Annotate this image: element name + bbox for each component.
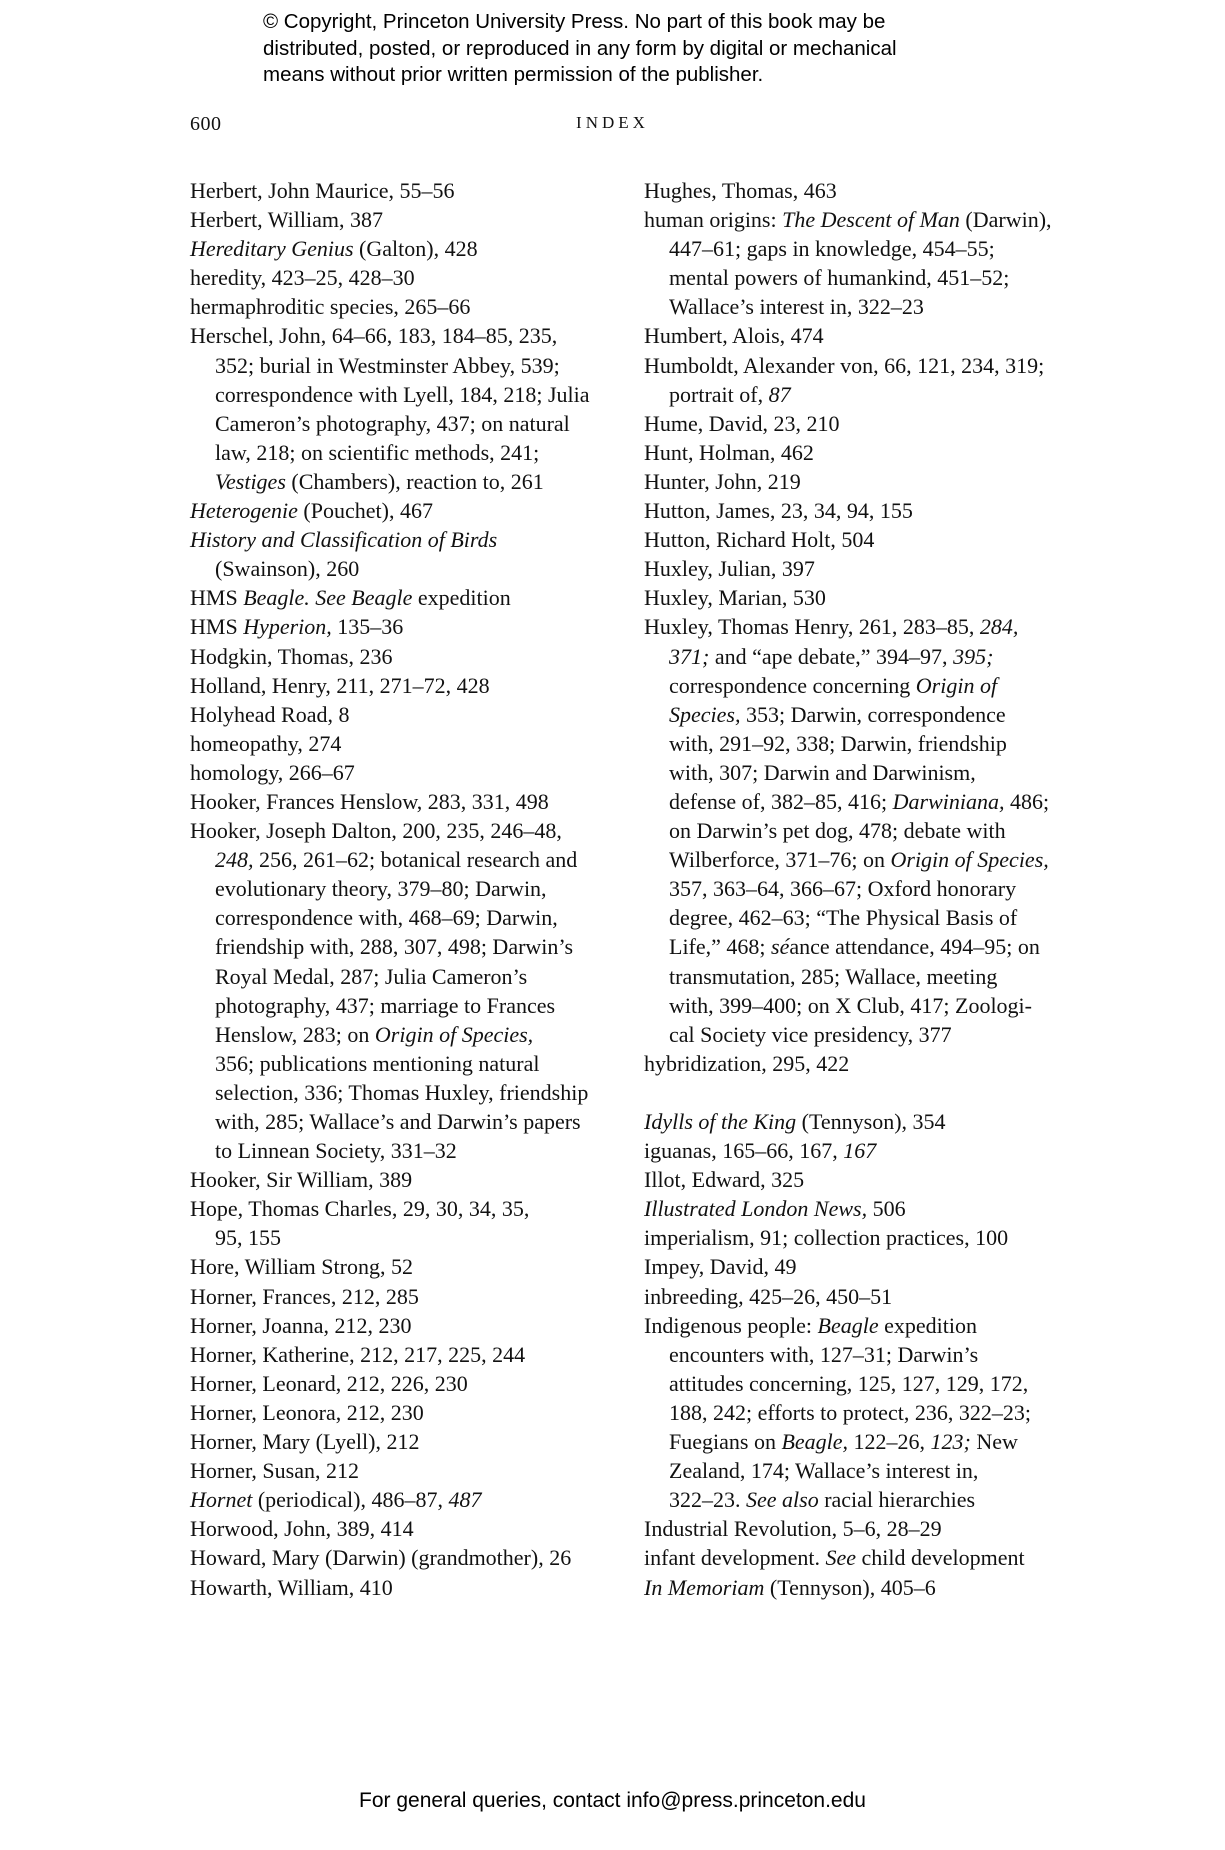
index-entry (644, 1543, 1064, 1572)
entry-text: Herbert, John Maurice, 55–56 (190, 178, 455, 203)
entry-text: Hunt, Holman, 462 (644, 439, 814, 465)
entry-text: Horner, Mary (Lyell), 212 (190, 1429, 420, 1455)
entry-text: degree, 462–63; “The Physical Basis of (669, 905, 1018, 931)
entry-text: expedition (412, 585, 511, 611)
index-entry (190, 729, 610, 758)
italic-text: See also (746, 1487, 819, 1513)
entry-text: to Linnean Society, 331–32 (215, 1138, 457, 1164)
index-entry (190, 321, 610, 496)
entry-text: inbreeding, 425–26, 450–51 (644, 1283, 893, 1309)
entry-text: Horwood, John, 389, 414 (190, 1516, 414, 1542)
entry-text: correspondence with Lyell, 184, 218; Julia (215, 381, 590, 407)
italic-text: 371; (669, 643, 710, 669)
entry-text: iguanas, 165–66, 167, (644, 1138, 844, 1164)
entry-text: child development (855, 1545, 1025, 1571)
copyright-line: © Copyright, Princeton University Press. No part of this book may be (263, 10, 886, 33)
index-entry (190, 583, 610, 612)
entry-text: (Tennyson), 405–6 (764, 1574, 936, 1600)
index-entry (190, 496, 610, 525)
italic-text: Origin of (915, 672, 998, 698)
copyright-notice (263, 9, 1023, 89)
italic-text: Origin of Species, (890, 847, 1049, 873)
entry-text: imperialism, 91; collection practices, 100 (644, 1225, 1009, 1251)
running-head: INDEX (576, 113, 649, 132)
entry-text: Horner, Joanna, 212, 230 (190, 1312, 412, 1338)
index-entry (190, 1369, 610, 1398)
entry-text: Horner, Frances, 212, 285 (190, 1283, 419, 1309)
index-entry (190, 758, 610, 787)
entry-text: with, 399–400; on X Club, 417; Zoologi- (669, 992, 1032, 1018)
italic-text: Hyperion, (243, 614, 332, 640)
entry-text: evolutionary theory, 379–80; Darwin, (215, 876, 547, 902)
index-entry (190, 525, 610, 583)
entry-text: hermaphroditic species, 265–66 (190, 294, 471, 320)
index-entry (190, 1340, 610, 1369)
entry-text: attitudes concerning, 125, 127, 129, 172, (669, 1370, 1029, 1396)
index-column-left (190, 176, 610, 1602)
index-entry (644, 612, 1064, 1048)
index-entry (644, 321, 1064, 350)
entry-text: Hutton, Richard Holt, 504 (644, 527, 875, 553)
entry-text: friendship with, 288, 307, 498; Darwin’s (215, 934, 574, 960)
copyright-line: means without prior written permission of the publisher. (263, 63, 764, 86)
entry-text: Hooker, Sir William, 389 (190, 1167, 413, 1193)
italic-text: 167 (843, 1138, 877, 1164)
italic-text: s (771, 934, 780, 960)
entry-text: Howard, Mary (Darwin) (grandmother), 26 (190, 1545, 572, 1571)
index-entry (644, 1252, 1064, 1281)
index-entry (644, 1107, 1064, 1136)
italic-text: The Descent of Man (782, 207, 960, 233)
index-entry (644, 1514, 1064, 1543)
index-entry (190, 1543, 610, 1572)
entry-text: Indigenous people: (644, 1312, 818, 1338)
italic-text: 487 (448, 1487, 482, 1513)
entry-text: (Pouchet), 467 (297, 498, 433, 524)
entry-text: portrait of, (669, 381, 769, 407)
index-entry (644, 1223, 1064, 1252)
index-entry (190, 787, 610, 816)
index-entry (190, 1194, 610, 1252)
index-entry (190, 234, 610, 263)
index-entry (644, 1136, 1064, 1165)
entry-text: Humbert, Alois, 474 (644, 323, 824, 349)
entry-text: correspondence concerning (669, 672, 916, 698)
index-entry (644, 1311, 1064, 1515)
entry-text: 135–36 (331, 614, 404, 640)
entry-text: with, 285; Wallace’s and Darwin’s papers (215, 1109, 581, 1134)
entry-text: transmutation, 285; Wallace, meeting (669, 963, 998, 989)
entry-text: (Swainson), 260 (215, 556, 360, 582)
index-entry (644, 1049, 1064, 1078)
entry-text: Holyhead Road, 8 (190, 701, 350, 727)
entry-text: photography, 437; marriage to Frances (215, 992, 556, 1018)
italic-text: Beagle. See Beagle (243, 585, 413, 611)
index-entry (190, 700, 610, 729)
entry-text: Life,” 468; (669, 934, 772, 960)
entry-text: Royal Medal, 287; Julia Cameron’s (215, 963, 528, 989)
index-entry (190, 1456, 610, 1485)
entry-text: 506 (867, 1196, 906, 1222)
entry-text: encounters with, 127–31; Darwin’s (669, 1341, 979, 1367)
entry-text: Huxley, Marian, 530 (644, 585, 826, 611)
entry-text: expedition (878, 1312, 977, 1338)
entry-text: 486; (1004, 788, 1050, 814)
entry-text: Hooker, Frances Henslow, 283, 331, 498 (190, 788, 549, 814)
entry-text: ance attendance, 494–95; on (789, 934, 1040, 960)
entry-text: Industrial Revolution, 5–6, 28–29 (644, 1516, 942, 1542)
index-entry (644, 1165, 1064, 1194)
italic-text: 395; (953, 643, 994, 669)
index-entry (190, 292, 610, 321)
index-entry (644, 583, 1064, 612)
italic-text: Origin of Species, (374, 1021, 534, 1047)
entry-text: HMS (190, 585, 244, 611)
italic-text: Illustrated London News, (644, 1196, 868, 1222)
entry-text: Zealand, 174; Wallace’s interest in, (669, 1458, 979, 1484)
index-entry (644, 496, 1064, 525)
index-entry (190, 612, 610, 641)
entry-text: Horner, Leonora, 212, 230 (190, 1399, 424, 1425)
index-entry (190, 671, 610, 700)
index-entry (644, 1194, 1064, 1223)
index-entry (644, 409, 1064, 438)
entry-text: Humboldt, Alexander von, 66, 121, 234, 319; (644, 352, 1045, 378)
entry-text: Cameron’s photography, 437; on natural (215, 410, 570, 436)
index-entry (190, 642, 610, 671)
italic-text: History and Classification of Birds (190, 527, 498, 553)
entry-text: 95, 155 (215, 1225, 281, 1251)
italic-text: See (825, 1545, 856, 1571)
index-entry (190, 176, 610, 205)
entry-text: 356; publications mentioning natural (215, 1050, 540, 1076)
index-entry (190, 1311, 610, 1340)
entry-text: Wilberforce, 371–76; on (669, 847, 891, 873)
entry-text: Hunter, John, 219 (644, 468, 801, 494)
entry-text: infant development. (644, 1545, 826, 1571)
entry-text: Holland, Henry, 211, 271–72, 428 (190, 672, 490, 698)
index-entry (644, 525, 1064, 554)
entry-text: New (970, 1429, 1018, 1455)
entry-text: with, 291–92, 338; Darwin, friendship (669, 730, 1007, 756)
entry-text: selection, 336; Thomas Huxley, friendship (215, 1079, 589, 1105)
entry-text: Wallace’s interest in, 322–23 (669, 294, 924, 320)
entry-text: Hore, William Strong, 52 (190, 1254, 413, 1280)
entry-text: and “ape debate,” 394–97, (709, 643, 954, 669)
entry-text: Herbert, William, 387 (190, 207, 383, 233)
entry-text: 256, 261–62; botanical research and (253, 847, 578, 873)
entry-text: Huxley, Julian, 397 (644, 556, 815, 582)
entry-text: Herschel, John, 64–66, 183, 184–85, 235, (190, 323, 558, 349)
index-entry (644, 467, 1064, 496)
entry-text: 322–23. (669, 1487, 746, 1513)
index-entry (190, 1573, 610, 1602)
entry-text: homeopathy, 274 (190, 730, 342, 756)
entry-text: 353; Darwin, correspondence (740, 701, 1006, 727)
entry-text: cal Society vice presidency, 377 (669, 1021, 952, 1047)
entry-text: Impey, David, 49 (644, 1254, 797, 1280)
italic-text: 87 (768, 381, 791, 407)
entry-text: (Tennyson), 354 (796, 1109, 946, 1134)
italic-text: Beagle (817, 1312, 879, 1338)
index-entry (644, 1573, 1064, 1602)
index-entry (190, 1165, 610, 1194)
italic-text: Vestiges (215, 468, 286, 494)
index-entry (190, 1485, 610, 1514)
italic-text: Hornet (190, 1487, 253, 1513)
entry-text: (Darwin), (959, 207, 1052, 233)
entry-text: (Chambers), reaction to, 261 (285, 468, 544, 494)
entry-text: on Darwin’s pet dog, 478; debate with (669, 818, 1006, 844)
entry-text: Horner, Katherine, 212, 217, 225, 244 (190, 1341, 526, 1367)
entry-text: with, 307; Darwin and Darwinism, (669, 759, 976, 785)
entry-text: human origins: (644, 207, 783, 233)
entry-text: Hooker, Joseph Dalton, 200, 235, 246–48, (190, 818, 562, 844)
italic-text: 248, (215, 847, 254, 873)
entry-text: Hughes, Thomas, 463 (644, 178, 837, 203)
italic-text: Heterogenie (190, 498, 298, 524)
entry-text: defense of, 382–85, 416; (669, 788, 893, 814)
index-entry (644, 438, 1064, 467)
entry-text: heredity, 423–25, 428–30 (190, 265, 415, 291)
index-entry (190, 205, 610, 234)
entry-text: law, 218; on scientific methods, 241; (215, 439, 540, 465)
index-entry (190, 263, 610, 292)
entry-text: Hutton, James, 23, 34, 94, 155 (644, 498, 913, 524)
italic-text: In Memoriam (644, 1574, 765, 1600)
entry-text: 357, 363–64, 366–67; Oxford honorary (669, 876, 1017, 902)
index-entry (644, 351, 1064, 409)
entry-text: HMS (190, 614, 244, 640)
entry-text: hybridization, 295, 422 (644, 1050, 850, 1076)
entry-text: (Galton), 428 (353, 236, 478, 262)
italic-text: Species, (669, 701, 741, 727)
index-entry (190, 1427, 610, 1456)
page-number: 600 (190, 113, 222, 135)
italic-text: Darwiniana, (892, 788, 1005, 814)
entry-text: Horner, Susan, 212 (190, 1458, 359, 1484)
entry-text: homology, 266–67 (190, 759, 355, 785)
italic-text: Idylls of the King (644, 1109, 797, 1134)
italic-text: Hereditary Genius (190, 236, 354, 262)
index-entry (644, 176, 1064, 205)
index-entry (190, 816, 610, 1165)
entry-text: Howarth, William, 410 (190, 1574, 393, 1600)
index-entry (644, 554, 1064, 583)
italic-text: 284, (979, 614, 1019, 640)
index-entry (190, 1398, 610, 1427)
entry-text: Hume, David, 23, 210 (644, 410, 840, 436)
entry-text: (periodical), 486–87, (252, 1487, 449, 1513)
italic-text: é (779, 934, 790, 960)
footer-contact: For general queries, contact info@press.princeton.edu (359, 1789, 866, 1812)
index-entry (190, 1282, 610, 1311)
entry-text: mental powers of humankind, 451–52; (669, 265, 1010, 291)
entry-text: racial hierarchies (818, 1487, 976, 1513)
entry-text: Hope, Thomas Charles, 29, 30, 34, 35, (190, 1196, 530, 1222)
entry-text: Huxley, Thomas Henry, 261, 283–85, (644, 614, 980, 640)
entry-text: 447–61; gaps in knowledge, 454–55; (669, 236, 995, 262)
index-entry (190, 1514, 610, 1543)
entry-text: Illot, Edward, 325 (644, 1167, 805, 1193)
entry-text: Henslow, 283; on (215, 1021, 375, 1047)
index-column-right (644, 176, 1064, 1602)
entry-text: correspondence with, 468–69; Darwin, (215, 905, 558, 931)
italic-text: Beagle, (781, 1429, 849, 1455)
index-entry (190, 1252, 610, 1281)
entry-text: 352; burial in Westminster Abbey, 539; (215, 352, 560, 378)
entry-text: Hodgkin, Thomas, 236 (190, 643, 393, 669)
copyright-line: distributed, posted, or reproduced in any form by digital or mechanical (263, 36, 897, 60)
index-entry (644, 1282, 1064, 1311)
index-entry (644, 205, 1064, 321)
italic-text: 123; (930, 1429, 971, 1455)
entry-text: 188, 242; efforts to protect, 236, 322–23; (669, 1399, 1031, 1425)
entry-text: Fuegians on (669, 1429, 782, 1455)
entry-text: Horner, Leonard, 212, 226, 230 (190, 1370, 468, 1396)
entry-text: 122–26, (848, 1429, 931, 1455)
